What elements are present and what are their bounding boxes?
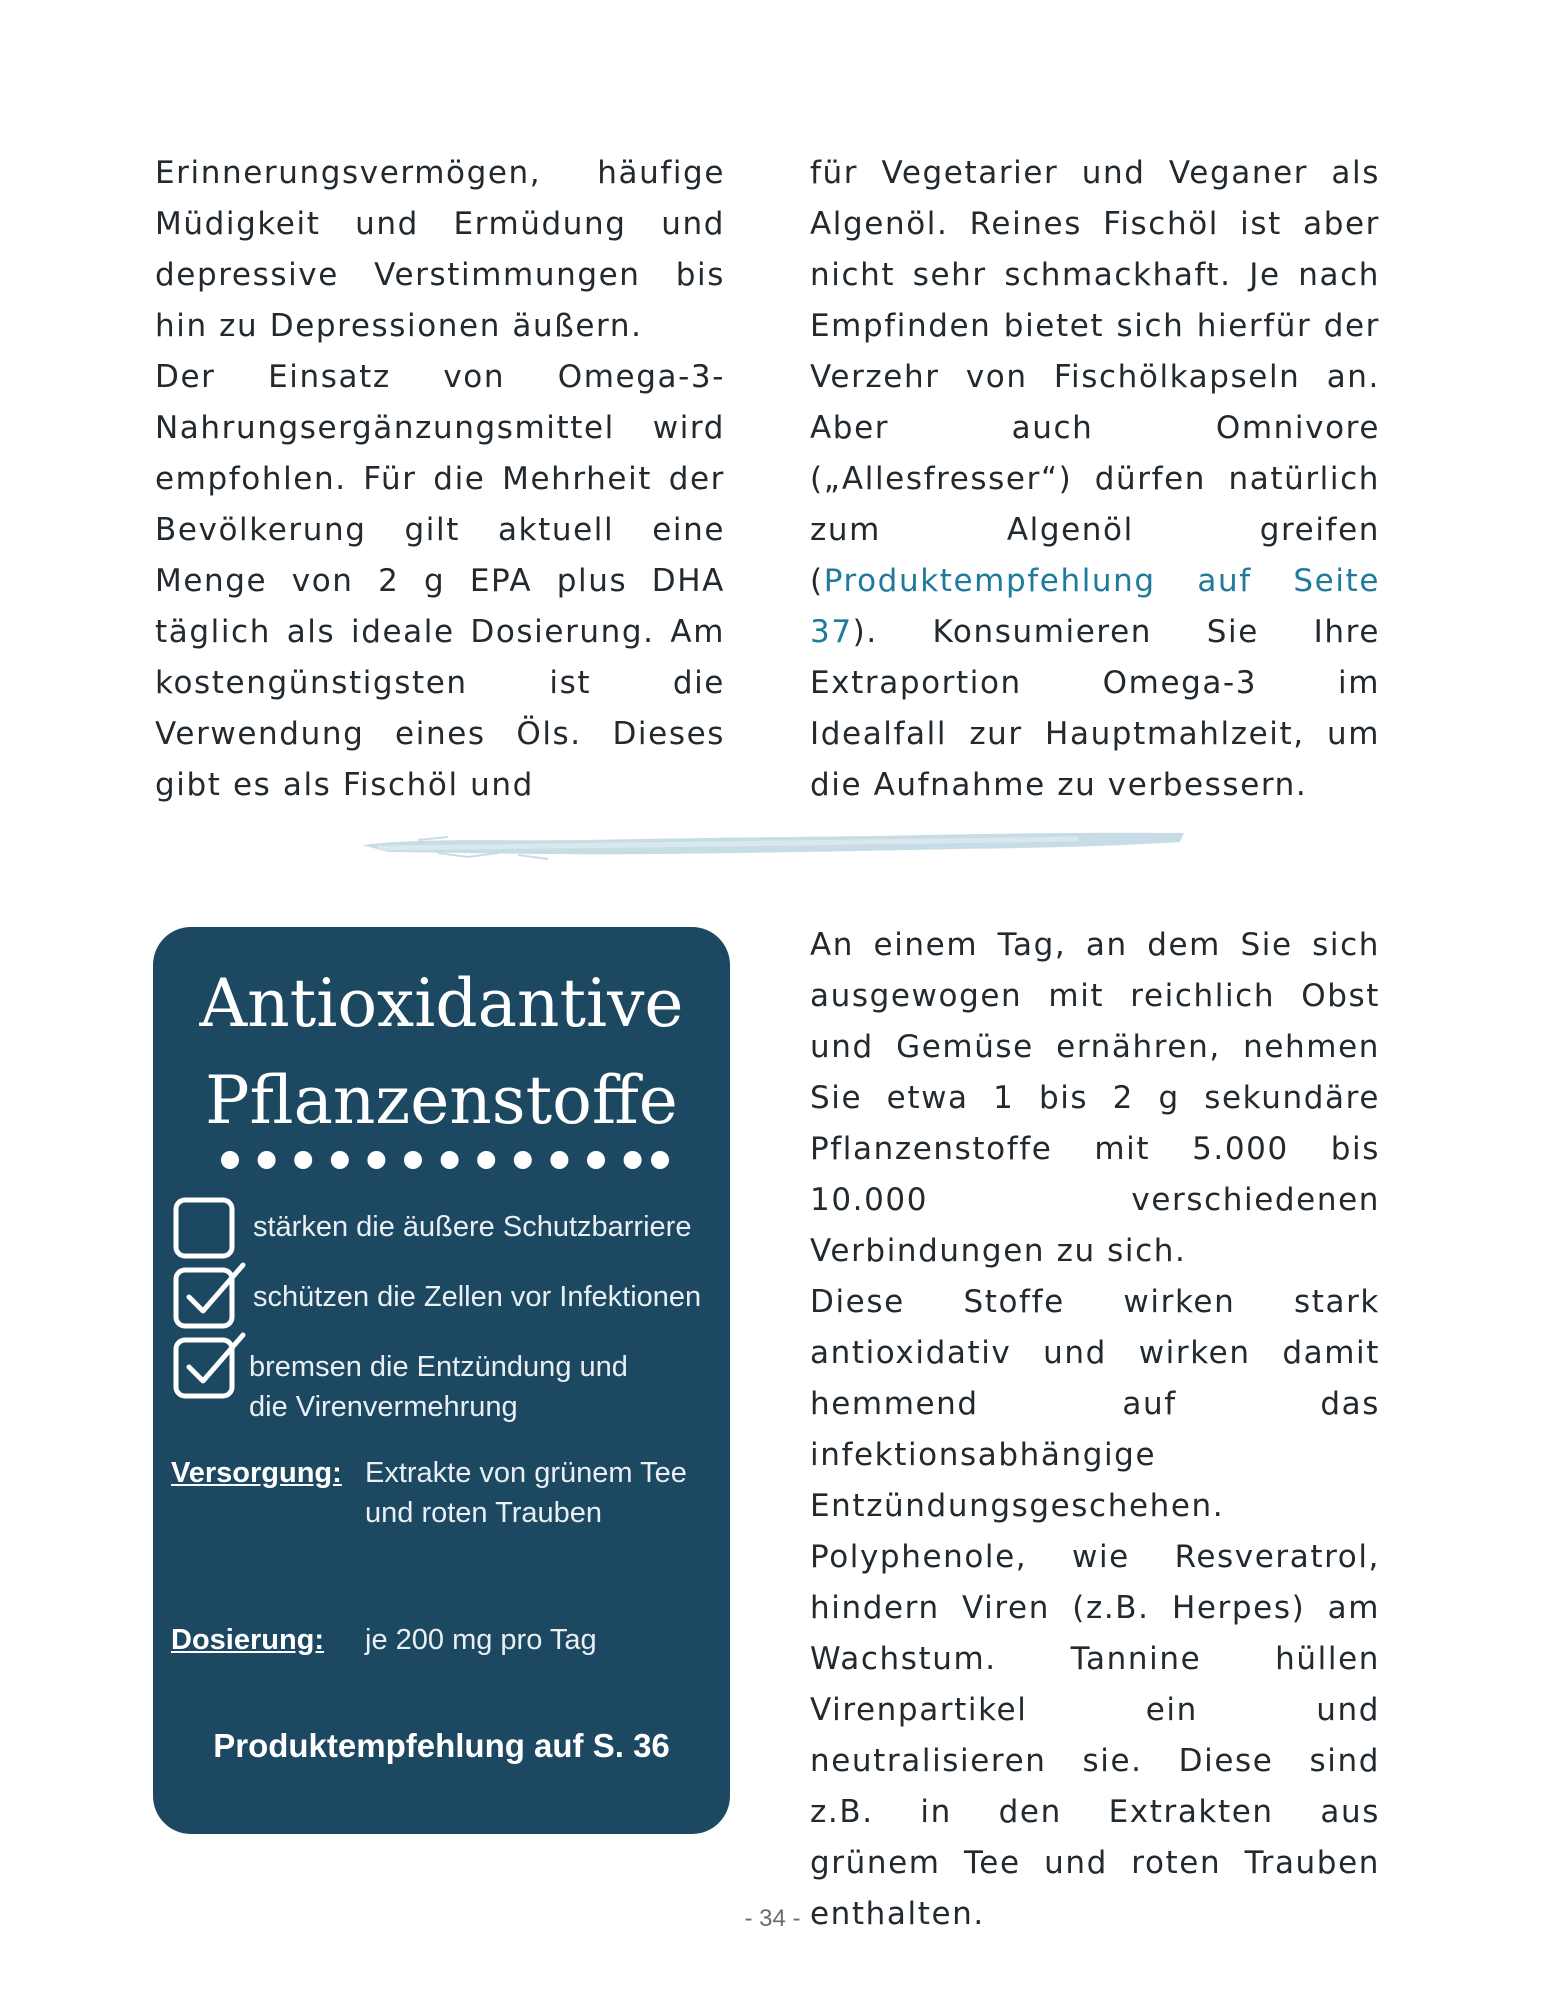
versorgung-value-line2: und roten Trauben xyxy=(365,1497,603,1529)
paragraph: Polyphenole, wie Resveratrol, hindern Viren (z.B. Herpes) am Wachstum. Tannine hüllen Virenpartikel ein und neutralisieren sie. Diese sind z.B. in den Extrakten aus grünem Tee und roten Trauben enthalten. xyxy=(810,1539,1380,1932)
brush-divider xyxy=(358,826,1188,862)
checked-checkbox-icon xyxy=(173,1337,235,1399)
paragraph-text: ). Konsumieren Sie Ihre Extraportion Omega-3 im Idealfall zur Hauptmahlzeit, um die Aufnahme zu verbessern. xyxy=(810,614,1380,803)
check-item xyxy=(173,1337,723,1437)
versorgung-value xyxy=(365,1453,715,1533)
right-column-bottom-text xyxy=(810,920,1380,1940)
versorgung-value-line1: Extrakte von grünem Tee xyxy=(365,1457,687,1489)
check-item-text: bremsen die Entzündung und xyxy=(249,1351,628,1383)
box-title-line2: Pflanzenstoffe xyxy=(205,1062,678,1139)
paragraph: Erinnerungsvermögen, häufige Müdigkeit und Ermüdung und depressive Verstimmungen bis hin zu Depressionen äußern. xyxy=(155,155,725,344)
check-item-text: die Virenvermehrung xyxy=(249,1391,518,1423)
paragraph-text: für Vegetarier und Veganer als Algenöl. Reines Fischöl ist aber nicht sehr schmackhaft. Je nach Empfinden bietet sich hierfür der Verzehr von Fischölkapseln an. Aber auch Omnivore („Allesfresser“) dürfen natürlich zum Algenöl greifen ( xyxy=(810,155,1380,599)
dot-separator xyxy=(215,1145,675,1175)
right-column-top-text xyxy=(810,148,1380,811)
box-title xyxy=(153,955,730,1149)
dosierung-value: je 200 mg pro Tag xyxy=(365,1624,597,1656)
product-recommendation-footer[interactable]: Produktempfehlung auf S. 36 xyxy=(213,1727,670,1764)
paragraph: Diese Stoffe wirken stark antioxidativ und wirken damit hemmend auf das infektionsabhängige Entzündungsgeschehen. xyxy=(810,1284,1380,1524)
paragraph: Der Einsatz von Omega-3-Nahrungsergänzungsmittel wird empfohlen. Für die Mehrheit der Bevölkerung gilt aktuell eine Menge von 2 g EPA plus DHA täglich als ideale Dosierung. Am kostengünstigsten ist die Verwendung eines Öls. Dieses gibt es als Fischöl und xyxy=(155,359,725,803)
page-number: - 34 - xyxy=(744,1905,801,1932)
paragraph: An einem Tag, an dem Sie sich ausgewogen mit reichlich Obst und Gemüse ernähren, nehmen Sie etwa 1 bis 2 g sekundäre Pflanzenstoffe mit 5.000 bis 10.000 verschiedenen Verbindungen zu sich. xyxy=(810,927,1380,1269)
dosierung-label: Dosierung: xyxy=(171,1624,325,1656)
check-item-text: stärken die äußere Schutzbarriere xyxy=(253,1211,692,1243)
versorgung-label: Versorgung: xyxy=(171,1457,342,1489)
antioxidant-info-box xyxy=(153,927,730,1834)
product-recommendation-link[interactable]: Produktempfehlung auf Seite 37 xyxy=(810,563,1380,650)
check-item-text: schützen die Zellen vor Infektionen xyxy=(253,1281,702,1313)
check-item xyxy=(173,1197,723,1267)
empty-checkbox-icon xyxy=(173,1197,235,1259)
check-item xyxy=(173,1267,723,1337)
left-column-top-text xyxy=(155,148,725,811)
paragraph xyxy=(810,148,1380,811)
box-title-line1: Antioxidantive xyxy=(199,965,684,1042)
checked-checkbox-icon xyxy=(173,1267,235,1329)
